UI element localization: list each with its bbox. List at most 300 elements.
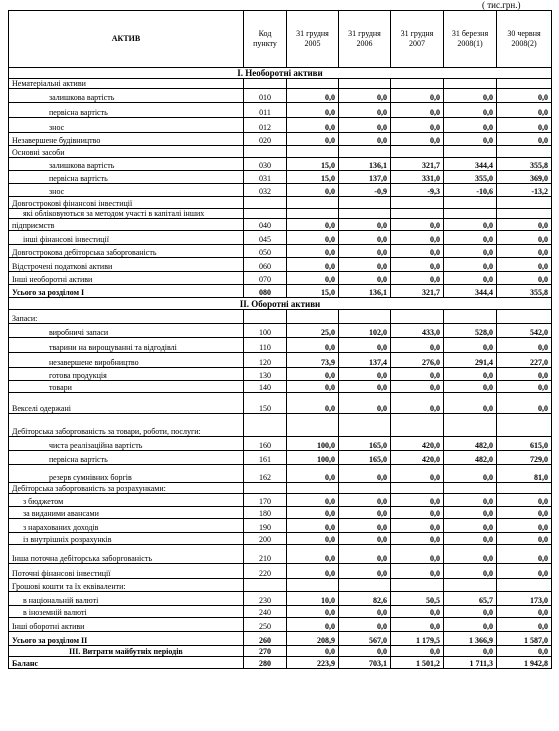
row-value: 355,8 bbox=[497, 285, 552, 298]
row-value bbox=[444, 79, 497, 89]
row-value: 0,0 bbox=[497, 245, 552, 258]
row-code bbox=[244, 310, 287, 324]
row-value: 0,0 bbox=[287, 646, 339, 657]
row-value bbox=[339, 146, 391, 158]
row-code bbox=[244, 579, 287, 592]
row-value: 0,0 bbox=[287, 606, 339, 618]
row-value: 0,0 bbox=[287, 272, 339, 285]
row-value: 0,0 bbox=[444, 519, 497, 533]
row-label: знос bbox=[9, 118, 244, 133]
section-title: ІІ. Оборотні активи bbox=[9, 298, 552, 310]
row-label: первісна вартість bbox=[9, 103, 244, 118]
table-row bbox=[9, 231, 552, 245]
row-value: 0,0 bbox=[339, 338, 391, 353]
table-row bbox=[9, 646, 552, 657]
row-value: 0,0 bbox=[391, 533, 444, 545]
row-code: 190 bbox=[244, 519, 287, 533]
row-value: 729,0 bbox=[497, 451, 552, 465]
row-value: 0,0 bbox=[287, 564, 339, 579]
row-code: 161 bbox=[244, 451, 287, 465]
table-row bbox=[9, 465, 552, 483]
row-code bbox=[244, 146, 287, 158]
row-value: 0,0 bbox=[444, 465, 497, 483]
row-value: 0,0 bbox=[287, 133, 339, 146]
row-value: 50,5 bbox=[391, 592, 444, 606]
row-value: 0,0 bbox=[444, 133, 497, 146]
row-value: 567,0 bbox=[339, 632, 391, 646]
row-value: 542,0 bbox=[497, 324, 552, 338]
row-label: Відстрочені податкові активи bbox=[9, 258, 244, 272]
row-value: 0,0 bbox=[287, 219, 339, 231]
row-value bbox=[339, 209, 391, 219]
row-value: 173,0 bbox=[497, 592, 552, 606]
header-period: 31 грудня 2006 bbox=[339, 11, 391, 68]
row-code: 220 bbox=[244, 564, 287, 579]
header-period: 31 грудня 2005 bbox=[287, 11, 339, 68]
row-value: 165,0 bbox=[339, 451, 391, 465]
row-label: Поточні фінансові інвестиції bbox=[9, 564, 244, 579]
row-value: 0,0 bbox=[339, 519, 391, 533]
row-label: із внутрішніх розрахунків bbox=[9, 533, 244, 545]
row-value: -0,9 bbox=[339, 184, 391, 197]
row-label: Основні засоби bbox=[9, 146, 244, 158]
table-row bbox=[9, 89, 552, 103]
row-value: 331,0 bbox=[391, 171, 444, 184]
row-code: 020 bbox=[244, 133, 287, 146]
table-row bbox=[9, 146, 552, 158]
row-value: 208,9 bbox=[287, 632, 339, 646]
row-value: 276,0 bbox=[391, 353, 444, 368]
row-value: 0,0 bbox=[339, 231, 391, 245]
row-label: незавершене виробництво bbox=[9, 353, 244, 368]
row-label: Усього за розділом І bbox=[9, 285, 244, 298]
row-value: 420,0 bbox=[391, 437, 444, 451]
row-value: 0,0 bbox=[497, 393, 552, 414]
row-label: Векселі одержані bbox=[9, 393, 244, 414]
row-value: 0,0 bbox=[287, 338, 339, 353]
row-value: 25,0 bbox=[287, 324, 339, 338]
row-code: 130 bbox=[244, 368, 287, 381]
row-value: 0,0 bbox=[391, 393, 444, 414]
row-label: Усього за розділом ІІ bbox=[9, 632, 244, 646]
table-row bbox=[9, 393, 552, 414]
row-value: 65,7 bbox=[444, 592, 497, 606]
row-value: 0,0 bbox=[287, 231, 339, 245]
table-row bbox=[9, 118, 552, 133]
table-row bbox=[9, 579, 552, 592]
header-code: Код пункту bbox=[244, 11, 287, 68]
header-assets: АКТИВ bbox=[9, 11, 244, 68]
row-value: 100,0 bbox=[287, 437, 339, 451]
row-value bbox=[391, 79, 444, 89]
row-value bbox=[287, 310, 339, 324]
row-value: 0,0 bbox=[444, 545, 497, 564]
row-value: 482,0 bbox=[444, 437, 497, 451]
row-code: 260 bbox=[244, 632, 287, 646]
row-label: Інші необоротні активи bbox=[9, 272, 244, 285]
row-value: 0,0 bbox=[287, 545, 339, 564]
row-label: Довгострокові фінансові інвестиції bbox=[9, 197, 244, 209]
row-label: тварини на вирощуванні та відгодівлі bbox=[9, 338, 244, 353]
row-code: 031 bbox=[244, 171, 287, 184]
row-value bbox=[391, 310, 444, 324]
row-code: 160 bbox=[244, 437, 287, 451]
row-value: 0,0 bbox=[391, 564, 444, 579]
row-value: 0,0 bbox=[339, 618, 391, 632]
row-value: 15,0 bbox=[287, 285, 339, 298]
row-value: 82,6 bbox=[339, 592, 391, 606]
row-value: 0,0 bbox=[339, 89, 391, 103]
row-value: 0,0 bbox=[497, 368, 552, 381]
row-code: 280 bbox=[244, 657, 287, 669]
table-row bbox=[9, 381, 552, 393]
row-value: 10,0 bbox=[287, 592, 339, 606]
row-code: 010 bbox=[244, 89, 287, 103]
row-value bbox=[339, 579, 391, 592]
table-row bbox=[9, 338, 552, 353]
row-value: 15,0 bbox=[287, 171, 339, 184]
table-row bbox=[9, 507, 552, 519]
row-value: -10,6 bbox=[444, 184, 497, 197]
table-row bbox=[9, 272, 552, 285]
row-value: 0,0 bbox=[287, 465, 339, 483]
row-code bbox=[244, 79, 287, 89]
row-value: 0,0 bbox=[444, 231, 497, 245]
row-label: Баланс bbox=[9, 657, 244, 669]
row-value bbox=[339, 197, 391, 209]
row-code: 050 bbox=[244, 245, 287, 258]
row-value: 0,0 bbox=[444, 494, 497, 507]
row-value: 0,0 bbox=[391, 118, 444, 133]
row-value: 0,0 bbox=[444, 103, 497, 118]
table-row bbox=[9, 657, 552, 669]
table-row bbox=[9, 368, 552, 381]
row-value: 0,0 bbox=[339, 564, 391, 579]
row-value: 137,0 bbox=[339, 171, 391, 184]
row-value: 0,0 bbox=[287, 381, 339, 393]
row-value: 0,0 bbox=[497, 606, 552, 618]
row-label: інші фінансові інвестиції bbox=[9, 231, 244, 245]
row-value: 355,8 bbox=[497, 158, 552, 171]
row-value: 0,0 bbox=[444, 618, 497, 632]
row-label: ІІІ. Витрати майбутніх періодів bbox=[9, 646, 244, 657]
table-row bbox=[9, 533, 552, 545]
row-value: 355,0 bbox=[444, 171, 497, 184]
row-value bbox=[497, 579, 552, 592]
row-value: 0,0 bbox=[287, 368, 339, 381]
row-code: 012 bbox=[244, 118, 287, 133]
row-value: 137,4 bbox=[339, 353, 391, 368]
table-row bbox=[9, 158, 552, 171]
row-value: 0,0 bbox=[339, 381, 391, 393]
row-value: 0,0 bbox=[444, 219, 497, 231]
table-row bbox=[9, 219, 552, 231]
row-value: 0,0 bbox=[391, 646, 444, 657]
row-value: 0,0 bbox=[444, 533, 497, 545]
row-value: 0,0 bbox=[391, 465, 444, 483]
row-value: 615,0 bbox=[497, 437, 552, 451]
row-value: 0,0 bbox=[391, 519, 444, 533]
row-value bbox=[391, 579, 444, 592]
row-value: 0,0 bbox=[444, 381, 497, 393]
row-value: 0,0 bbox=[287, 494, 339, 507]
row-value: 0,0 bbox=[391, 368, 444, 381]
row-value: 0,0 bbox=[497, 564, 552, 579]
row-label: з бюджетом bbox=[9, 494, 244, 507]
row-value bbox=[391, 414, 444, 437]
row-code: 200 bbox=[244, 533, 287, 545]
row-value: 0,0 bbox=[391, 103, 444, 118]
row-label: Довгострокова дебіторська заборгованість bbox=[9, 245, 244, 258]
row-value: 0,0 bbox=[391, 338, 444, 353]
row-value: 0,0 bbox=[287, 245, 339, 258]
header-period: 30 червня 2008(2) bbox=[497, 11, 552, 68]
row-value: 1 711,3 bbox=[444, 657, 497, 669]
table-row bbox=[9, 324, 552, 338]
table-row bbox=[9, 353, 552, 368]
row-value bbox=[287, 414, 339, 437]
row-value: 420,0 bbox=[391, 451, 444, 465]
table-row bbox=[9, 437, 552, 451]
row-value bbox=[444, 146, 497, 158]
row-value: 0,0 bbox=[497, 381, 552, 393]
row-value: 0,0 bbox=[391, 245, 444, 258]
row-value bbox=[287, 209, 339, 219]
table-row bbox=[9, 414, 552, 437]
row-code: 032 bbox=[244, 184, 287, 197]
row-code bbox=[244, 483, 287, 494]
row-value bbox=[444, 209, 497, 219]
row-label: Нематеріальні активи bbox=[9, 79, 244, 89]
row-value: 0,0 bbox=[287, 184, 339, 197]
row-value: 0,0 bbox=[391, 231, 444, 245]
row-value: 0,0 bbox=[497, 103, 552, 118]
row-value bbox=[287, 197, 339, 209]
table-row bbox=[9, 310, 552, 324]
row-value: 0,0 bbox=[497, 507, 552, 519]
row-value: 0,0 bbox=[391, 133, 444, 146]
row-value bbox=[497, 146, 552, 158]
row-value: 0,0 bbox=[391, 219, 444, 231]
row-value: 0,0 bbox=[497, 272, 552, 285]
row-value: 0,0 bbox=[444, 646, 497, 657]
row-value bbox=[339, 79, 391, 89]
row-value: 0,0 bbox=[444, 245, 497, 258]
row-label: резерв сумнівних боргів bbox=[9, 465, 244, 483]
table-row bbox=[9, 133, 552, 146]
row-code: 120 bbox=[244, 353, 287, 368]
row-code bbox=[244, 197, 287, 209]
row-value: 0,0 bbox=[339, 465, 391, 483]
row-value: 136,1 bbox=[339, 285, 391, 298]
row-value bbox=[497, 483, 552, 494]
row-value: 0,0 bbox=[339, 272, 391, 285]
table-row bbox=[9, 258, 552, 272]
row-value bbox=[497, 310, 552, 324]
table-row bbox=[9, 618, 552, 632]
row-value: 0,0 bbox=[497, 118, 552, 133]
table-row bbox=[9, 519, 552, 533]
row-label: Грошові кошти та їх еквіваленти: bbox=[9, 579, 244, 592]
table-row bbox=[9, 564, 552, 579]
row-label: товари bbox=[9, 381, 244, 393]
row-label: підприємств bbox=[9, 219, 244, 231]
row-value: 0,0 bbox=[339, 494, 391, 507]
row-value: 0,0 bbox=[497, 519, 552, 533]
table-row bbox=[9, 197, 552, 209]
row-value bbox=[391, 197, 444, 209]
row-value: 0,0 bbox=[444, 393, 497, 414]
row-label: первісна вартість bbox=[9, 451, 244, 465]
row-value: 0,0 bbox=[339, 646, 391, 657]
row-value: 1 179,5 bbox=[391, 632, 444, 646]
row-value: 321,7 bbox=[391, 285, 444, 298]
row-label: Інша поточна дебіторська заборгованість bbox=[9, 545, 244, 564]
row-value: 73,9 bbox=[287, 353, 339, 368]
row-label: залишкова вартість bbox=[9, 158, 244, 171]
row-label: за виданими авансами bbox=[9, 507, 244, 519]
row-code: 060 bbox=[244, 258, 287, 272]
row-value: 0,0 bbox=[497, 89, 552, 103]
row-value bbox=[444, 414, 497, 437]
row-label: в іноземній валюті bbox=[9, 606, 244, 618]
row-label: первісна вартість bbox=[9, 171, 244, 184]
balance-sheet-table bbox=[8, 10, 552, 669]
row-label: які обліковуються за методом участі в капіталі інших bbox=[9, 209, 244, 219]
table-row bbox=[9, 606, 552, 618]
row-value: 0,0 bbox=[391, 258, 444, 272]
row-code: 040 bbox=[244, 219, 287, 231]
row-value: 0,0 bbox=[287, 103, 339, 118]
row-value: 1 501,2 bbox=[391, 657, 444, 669]
row-value: 15,0 bbox=[287, 158, 339, 171]
row-label: залишкова вартість bbox=[9, 89, 244, 103]
row-value: 1 587,0 bbox=[497, 632, 552, 646]
row-value: 0,0 bbox=[339, 507, 391, 519]
row-code: 240 bbox=[244, 606, 287, 618]
row-value bbox=[391, 209, 444, 219]
row-value: 0,0 bbox=[497, 219, 552, 231]
table-row bbox=[9, 545, 552, 564]
row-value: 0,0 bbox=[339, 368, 391, 381]
row-value: 0,0 bbox=[287, 507, 339, 519]
row-value: -13,2 bbox=[497, 184, 552, 197]
row-value bbox=[444, 310, 497, 324]
row-value: 81,0 bbox=[497, 465, 552, 483]
header-period: 31 грудня 2007 bbox=[391, 11, 444, 68]
row-value: 0,0 bbox=[391, 606, 444, 618]
row-value: 0,0 bbox=[339, 245, 391, 258]
row-value: 482,0 bbox=[444, 451, 497, 465]
row-value: 0,0 bbox=[444, 258, 497, 272]
row-value: 0,0 bbox=[444, 507, 497, 519]
row-value: 0,0 bbox=[444, 89, 497, 103]
row-value: 703,1 bbox=[339, 657, 391, 669]
row-value: 0,0 bbox=[444, 118, 497, 133]
row-value: 223,9 bbox=[287, 657, 339, 669]
row-value: 0,0 bbox=[444, 368, 497, 381]
row-value bbox=[444, 197, 497, 209]
row-value: 0,0 bbox=[497, 494, 552, 507]
row-code: 162 bbox=[244, 465, 287, 483]
row-value: 0,0 bbox=[497, 646, 552, 657]
row-value bbox=[444, 579, 497, 592]
row-label: Дебіторська заборгованість за розрахунками: bbox=[9, 483, 244, 494]
row-code: 170 bbox=[244, 494, 287, 507]
row-value: 0,0 bbox=[391, 89, 444, 103]
row-value: 0,0 bbox=[497, 338, 552, 353]
row-value: 0,0 bbox=[339, 219, 391, 231]
row-value: 0,0 bbox=[497, 258, 552, 272]
row-value: 0,0 bbox=[339, 133, 391, 146]
row-value: 102,0 bbox=[339, 324, 391, 338]
row-label: Дебіторська заборгованість за товари, роботи, послуги: bbox=[9, 414, 244, 437]
section-header-row bbox=[9, 68, 552, 79]
row-value: 0,0 bbox=[339, 393, 391, 414]
row-code: 270 bbox=[244, 646, 287, 657]
row-value: 0,0 bbox=[287, 519, 339, 533]
table-row bbox=[9, 285, 552, 298]
row-code: 230 bbox=[244, 592, 287, 606]
row-value bbox=[444, 483, 497, 494]
table-row bbox=[9, 592, 552, 606]
row-code: 080 bbox=[244, 285, 287, 298]
row-value: 0,0 bbox=[497, 533, 552, 545]
row-value: 0,0 bbox=[497, 133, 552, 146]
row-value: 321,7 bbox=[391, 158, 444, 171]
row-value: 433,0 bbox=[391, 324, 444, 338]
table-row bbox=[9, 245, 552, 258]
row-value: 0,0 bbox=[391, 494, 444, 507]
row-value: 0,0 bbox=[497, 545, 552, 564]
table-row bbox=[9, 79, 552, 89]
row-value: 0,0 bbox=[339, 606, 391, 618]
row-value: 344,4 bbox=[444, 285, 497, 298]
table-row bbox=[9, 209, 552, 219]
row-value bbox=[287, 79, 339, 89]
row-value: 0,0 bbox=[287, 258, 339, 272]
table-row bbox=[9, 494, 552, 507]
row-value: 369,0 bbox=[497, 171, 552, 184]
section-header-row bbox=[9, 298, 552, 310]
row-value: 0,0 bbox=[444, 338, 497, 353]
table-row bbox=[9, 171, 552, 184]
row-value: 0,0 bbox=[444, 272, 497, 285]
header-period: 31 березня 2008(1) bbox=[444, 11, 497, 68]
row-value: 0,0 bbox=[339, 258, 391, 272]
row-value: 0,0 bbox=[391, 618, 444, 632]
row-value: 0,0 bbox=[497, 231, 552, 245]
row-label: Незавершене будівництво bbox=[9, 133, 244, 146]
row-value: 0,0 bbox=[391, 545, 444, 564]
row-code: 250 bbox=[244, 618, 287, 632]
row-value bbox=[339, 483, 391, 494]
row-code: 110 bbox=[244, 338, 287, 353]
row-code: 011 bbox=[244, 103, 287, 118]
row-label: Інші оборотні активи bbox=[9, 618, 244, 632]
row-label: готова продукція bbox=[9, 368, 244, 381]
row-value: 0,0 bbox=[287, 533, 339, 545]
row-code: 100 bbox=[244, 324, 287, 338]
row-value: 0,0 bbox=[339, 103, 391, 118]
row-value bbox=[497, 209, 552, 219]
row-value: 0,0 bbox=[339, 118, 391, 133]
row-value bbox=[287, 146, 339, 158]
table-row bbox=[9, 184, 552, 197]
row-value bbox=[287, 579, 339, 592]
row-value: 344,4 bbox=[444, 158, 497, 171]
row-value: 0,0 bbox=[287, 118, 339, 133]
